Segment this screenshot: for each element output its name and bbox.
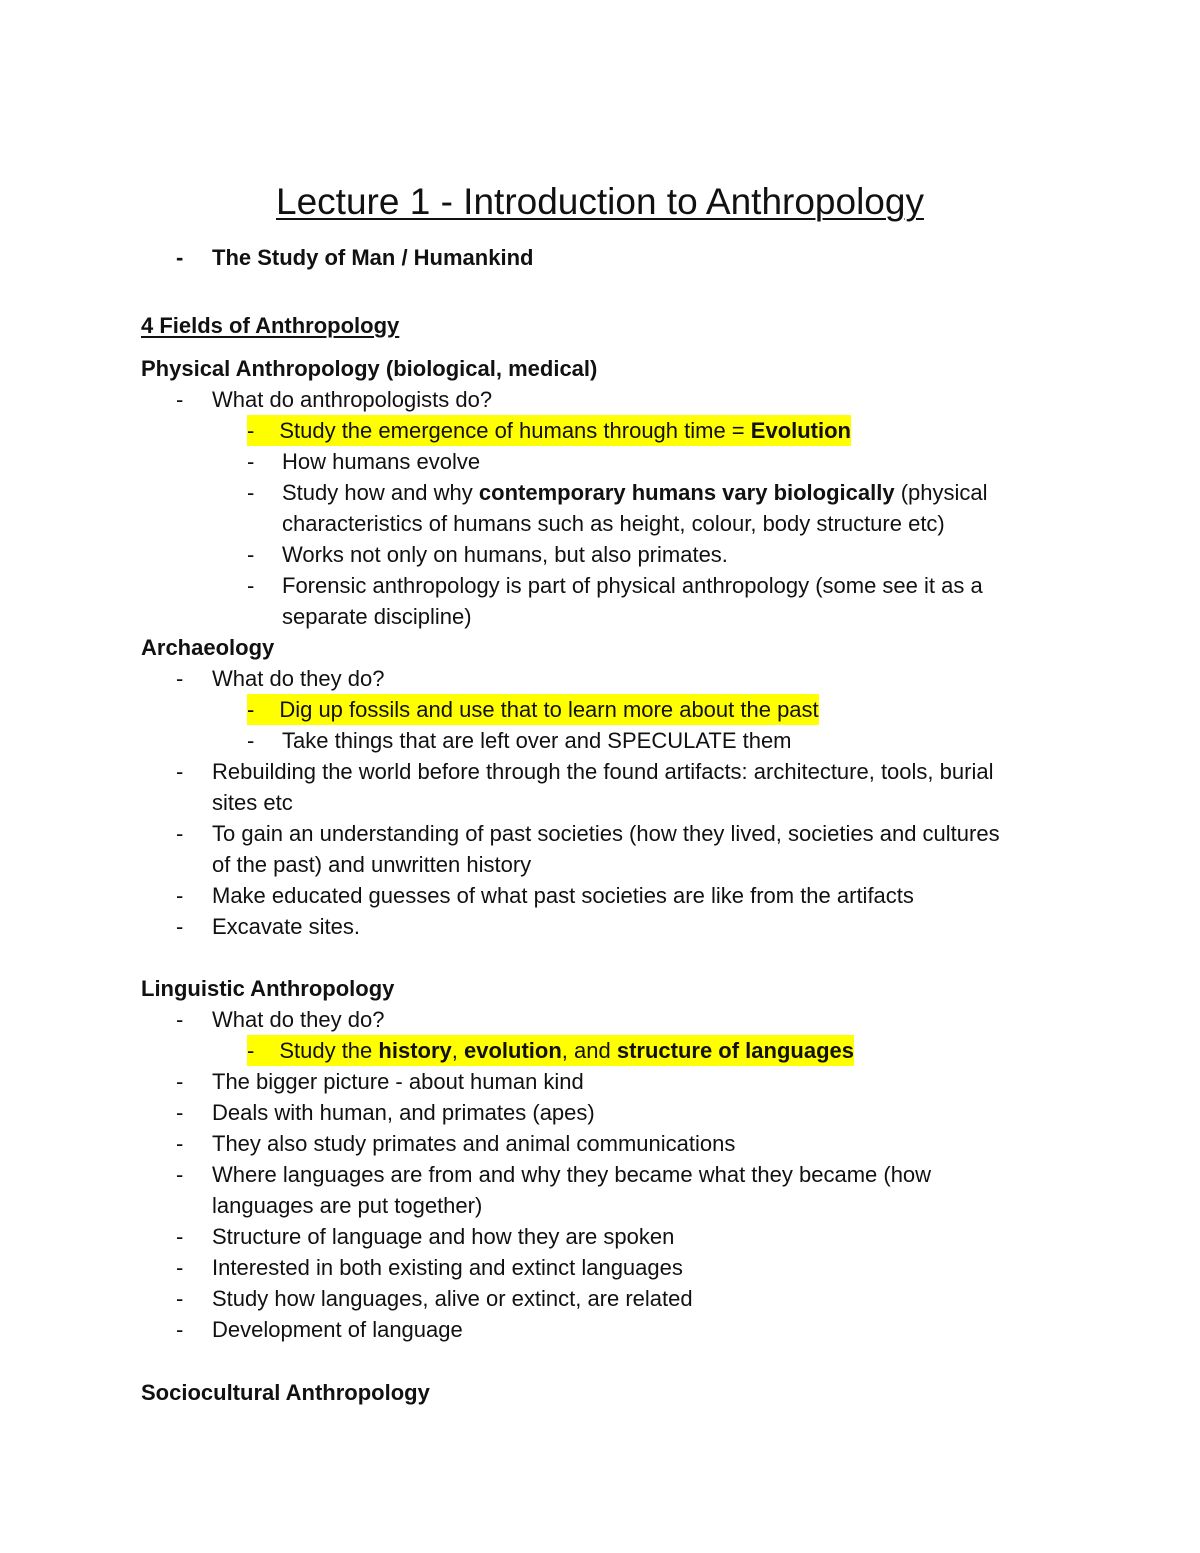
page-title: Lecture 1 - Introduction to Anthropology (276, 181, 924, 222)
bullet-dash: - (176, 1131, 184, 1156)
item-bold-text: structure of languages (616, 1038, 854, 1063)
section-heading-physical: Physical Anthropology (biological, medical) (141, 356, 598, 381)
list-item-continuation: sites etc (212, 790, 293, 815)
list-item: Structure of language and how they are spoken (212, 1224, 675, 1249)
bullet-dash: - (176, 1255, 184, 1280)
list-item-continuation: languages are put together) (212, 1193, 483, 1218)
section-heading-archaeology: Archaeology (141, 635, 275, 660)
list-item: To gain an understanding of past societies (how they lived, societies and cultures (212, 821, 1000, 846)
bullet-dash: - (176, 1317, 184, 1342)
bullet-dash: - (247, 480, 255, 505)
fields-heading: 4 Fields of Anthropology (141, 313, 400, 338)
item-text: Dig up fossils and use that to learn more about the past (279, 697, 819, 722)
list-item: The bigger picture - about human kind (212, 1069, 584, 1094)
bullet-dash: - (176, 914, 184, 939)
item-text: Study the emergence of humans through time = (279, 418, 751, 443)
bullet-dash: - (176, 666, 184, 691)
list-item: Excavate sites. (212, 914, 360, 939)
item-bold-text: evolution (464, 1038, 562, 1063)
list-item: Deals with human, and primates (apes) (212, 1100, 595, 1125)
bullet-dash: - (247, 1038, 255, 1063)
list-item-continuation: of the past) and unwritten history (212, 852, 532, 877)
list-item: What do anthropologists do? (212, 387, 493, 412)
bullet-dash: - (176, 1162, 184, 1187)
bullet-dash: - (176, 387, 184, 412)
bullet-dash: - (176, 1007, 184, 1032)
list-item: Make educated guesses of what past societies are like from the artifacts (212, 883, 914, 908)
bullet-dash: - (176, 1224, 184, 1249)
list-item: They also study primates and animal communications (212, 1131, 736, 1156)
list-item: Where languages are from and why they became what they became (how (212, 1162, 932, 1187)
list-item: Development of language (212, 1317, 463, 1342)
list-item: Rebuilding the world before through the found artifacts: architecture, tools, burial (212, 759, 994, 784)
bullet-dash: - (176, 1069, 184, 1094)
section-heading-sociocultural: Sociocultural Anthropology (141, 1380, 430, 1405)
highlighted-list-item (247, 1035, 854, 1066)
item-bold-text: Evolution (750, 418, 851, 443)
list-item: Interested in both existing and extinct languages (212, 1255, 683, 1280)
bullet-dash: - (176, 1100, 184, 1125)
bullet-dash: - (247, 449, 255, 474)
section-heading-linguistic: Linguistic Anthropology (141, 976, 395, 1001)
bullet-dash: - (176, 883, 184, 908)
item-text: , (451, 1038, 464, 1063)
list-item: How humans evolve (282, 449, 481, 474)
list-item: What do they do? (212, 1007, 385, 1032)
list-item: Take things that are left over and SPECULATE them (282, 728, 792, 753)
item-bold-text: contemporary humans vary biologically (478, 480, 895, 505)
highlighted-list-item (247, 694, 819, 725)
list-item (282, 477, 988, 508)
list-item: Study how languages, alive or extinct, are related (212, 1286, 693, 1311)
bullet-dash: - (176, 821, 184, 846)
bullet-dash: - (247, 418, 255, 443)
bullet-dash: - (176, 1286, 184, 1311)
bullet-dash: - (247, 697, 255, 722)
item-text: Study how and why (282, 480, 479, 505)
list-item: Works not only on humans, but also primates. (282, 542, 728, 567)
list-item-continuation: separate discipline) (282, 604, 472, 629)
list-item-continuation: characteristics of humans such as height, colour, body structure etc) (282, 511, 945, 536)
item-text: (physical (894, 480, 988, 505)
list-item: What do they do? (212, 666, 385, 691)
list-item: Forensic anthropology is part of physical anthropology (some see it as a (282, 573, 983, 598)
item-text: Study the (279, 1038, 379, 1063)
intro-line: The Study of Man / Humankind (212, 245, 534, 270)
item-text: , and (561, 1038, 617, 1063)
bullet-dash: - (247, 573, 255, 598)
bullet-dash: - (247, 542, 255, 567)
highlighted-list-item (247, 415, 851, 446)
item-bold-text: history (378, 1038, 452, 1063)
bullet-dash: - (176, 245, 184, 270)
bullet-dash: - (247, 728, 255, 753)
bullet-dash: - (176, 759, 184, 784)
